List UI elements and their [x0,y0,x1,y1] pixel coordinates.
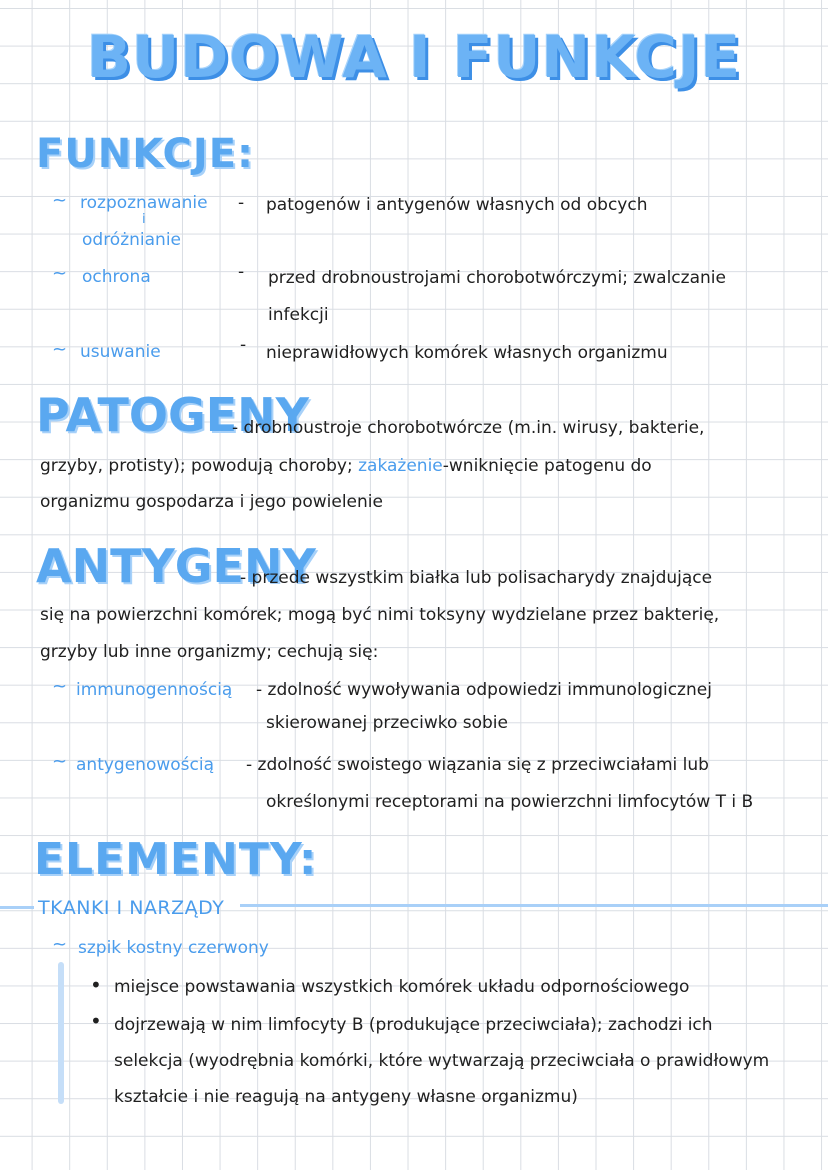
tilde-marker: ~ [52,263,68,284]
bullet-2-line-3: kształcie i nie reagują na antygeny własne organizmu) [114,1087,578,1107]
term-usuwanie: usuwanie [80,342,161,362]
term-antygenowosc: antygenowością [76,755,214,775]
patogeny-line-3: organizmu gospodarza i jego powielenie [40,492,383,512]
bullet-1-line-1: miejsce powstawania wszystkich komórek układu odpornościowego [114,977,690,997]
desc-antygenowosc-2: określonymi receptorami na powierzchni limfocytów T i B [266,792,754,812]
section-heading-funkcje: FUNKCJE: [36,131,255,177]
bullet-2-line-1: dojrzewają w nim limfocyty B (produkujące przeciwciała); zachodzi ich [114,1015,713,1035]
bullet-dot: • [90,973,102,997]
dash: - [238,262,245,282]
patogeny-line-1: - drobnoustroje chorobotwórcze (m.in. wirusy, bakterie, [232,418,705,438]
patogeny-line-2a: grzyby, protisty); powodują choroby; [40,456,353,476]
subheading-rule-left [0,906,34,909]
desc-antygenowosc-1: - zdolność swoistego wiązania się z przeciwciałami lub [246,755,709,775]
desc-rozpoznawanie: patogenów i antygenów własnych od obcych [266,195,648,215]
tilde-marker: ~ [52,751,68,772]
tilde-marker: ~ [52,190,68,211]
tilde-marker: ~ [52,676,68,697]
patogeny-line-2b: -wniknięcie patogenu do [442,456,652,476]
desc-usuwanie: nieprawidłowych komórek własnych organizmu [266,343,668,363]
section-heading-elementy: ELEMENTY: [34,834,318,885]
patogeny-line-2 [40,456,652,476]
term-zakazenie: zakażenie [358,456,443,476]
bullet-2-line-2: selekcja (wyodrębnia komórki, które wytwarzają przeciwciała o prawidłowym [114,1051,770,1071]
tilde-marker: ~ [52,934,68,955]
dash: - [238,193,245,213]
desc-immunogennosc-1: - zdolność wywoływania odpowiedzi immunologicznej [256,680,712,700]
subheading-tkanki: TKANKI I NARZĄDY [38,897,225,919]
indent-bar [58,962,64,1104]
antygeny-line-2: się na powierzchni komórek; mogą być nimi toksyny wydzielane przez bakterię, [40,605,720,625]
tilde-marker: ~ [52,339,68,360]
term-immunogennosc: immunogennością [76,680,233,700]
term-ochrona: ochrona [82,267,151,287]
section-heading-antygeny: ANTYGENY [36,539,316,593]
antygeny-line-1: - przede wszystkim białka lub polisacharydy znajdujące [240,568,713,588]
term-joiner: i [142,212,146,227]
page-title: BUDOWA I FUNKCJE [86,23,742,91]
desc-ochrona-2: infekcji [268,305,329,325]
term-rozpoznawanie: rozpoznawanie [80,193,208,213]
section-heading-patogeny: PATOGENY [36,388,309,442]
antygeny-line-3: grzyby lub inne organizmy; cechują się: [40,642,379,662]
subheading-rule-right [240,904,828,907]
desc-ochrona-1: przed drobnoustrojami chorobotwórczymi; zwalczanie [268,268,726,288]
term-odrozinanie: odróżnianie [82,230,182,250]
dash: - [240,335,247,355]
term-szpik: szpik kostny czerwony [78,938,269,958]
bullet-dot: • [90,1009,102,1033]
desc-immunogennosc-2: skierowanej przeciwko sobie [266,713,508,733]
